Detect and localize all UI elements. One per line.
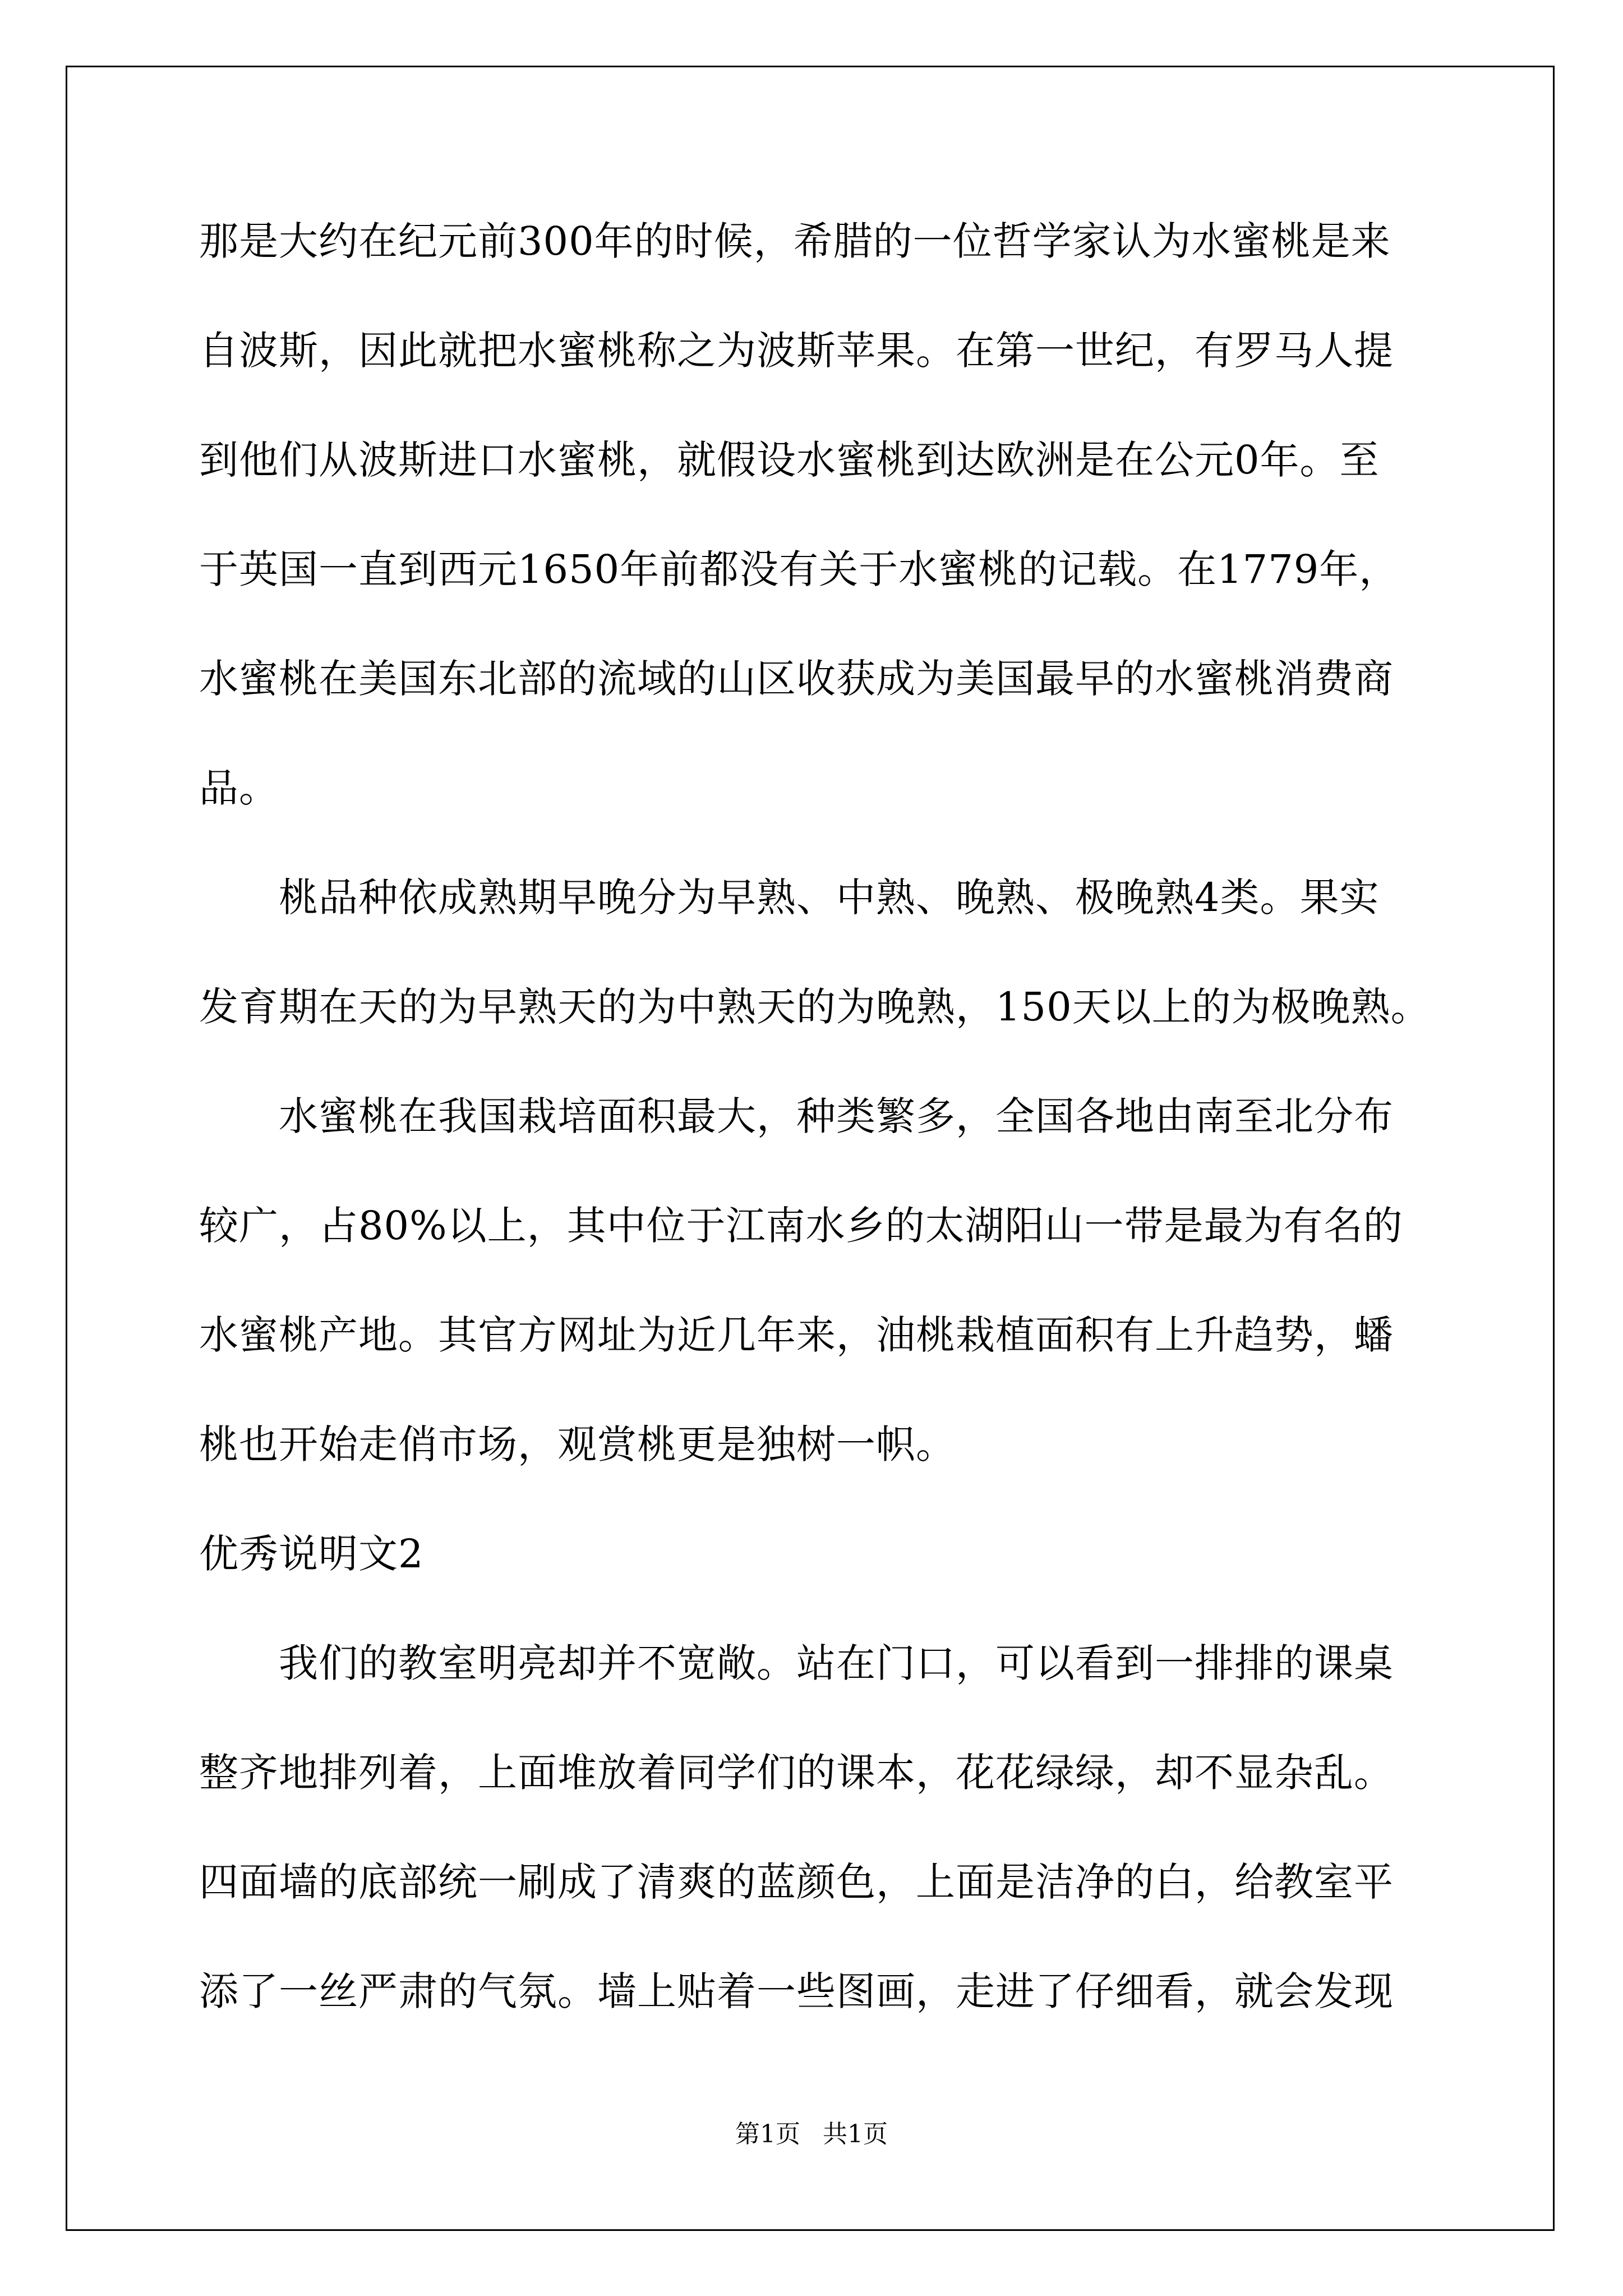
text-line: 水蜜桃产地。其官方网址为近几年来，油桃栽植面积有上升趋势，蟠 [199,1312,1394,1358]
text-line: 到他们从波斯进口水蜜桃，就假设水蜜桃到达欧洲是在公元0年。至 [199,437,1380,483]
text-line: 较广，占80%以上，其中位于江南水乡的太湖阳山一带是最为有名的 [199,1203,1403,1249]
text-line: 水蜜桃在我国栽培面积最大，种类繁多，全国各地由南至北分布 [199,1093,1394,1139]
page-footer [0,2118,1623,2151]
text-line: 发育期在天的为早熟天的为中熟天的为晚熟，150天以上的为极晚熟。 [199,984,1431,1030]
text-line: 桃品种依成熟期早晚分为早熟、中熟、晚熟、极晚熟4类。果实 [199,875,1380,921]
text-line: 那是大约在纪元前300年的时候，希腊的一位哲学家认为水蜜桃是来 [199,218,1391,264]
text-line: 整齐地排列着，上面堆放着同学们的课本，花花绿绿，却不显杂乱。 [199,1750,1394,1796]
page-total: 共1页 [823,2120,888,2148]
text-line: 我们的教室明亮却并不宽敞。站在门口，可以看到一排排的课桌 [199,1640,1394,1686]
text-line: 品。 [199,765,279,811]
document-body [199,213,1441,2073]
text-line: 桃也开始走俏市场，观赏桃更是独树一帜。 [199,1421,956,1467]
text-line: 四面墙的底部统一刷成了清爽的蓝颜色，上面是洁净的白，给教室平 [199,1859,1394,1905]
page-number: 第1页 [735,2120,800,2148]
section-heading: 优秀说明文2 [199,1531,424,1577]
text-line: 于英国一直到西元1650年前都没有关于水蜜桃的记载。在1779年， [199,546,1399,592]
text-line: 水蜜桃在美国东北部的流域的山区收获成为美国最早的水蜜桃消费商 [199,656,1394,702]
text-line: 添了一丝严肃的气氛。墙上贴着一些图画，走进了仔细看，就会发现 [199,1968,1394,2014]
text-line: 自波斯，因此就把水蜜桃称之为波斯苹果。在第一世纪，有罗马人提 [199,328,1394,374]
